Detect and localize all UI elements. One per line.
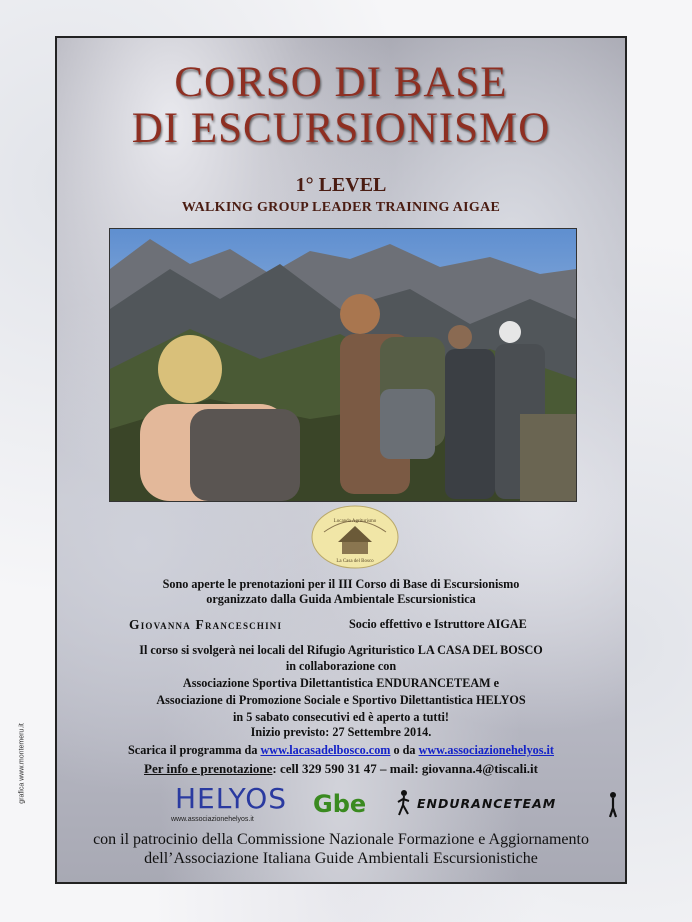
link-lacasadelbosco[interactable]: www.lacasadelbosco.com (260, 743, 391, 757)
graphic-credit: grafica www.montemeru.it (18, 723, 26, 804)
title-line-1: CORSO DI BASE (174, 59, 508, 106)
intro-line-1: Sono aperte le prenotazioni per il III Corso di Base di Escursionismo (162, 577, 520, 591)
walker-icon (607, 792, 619, 818)
svg-text:La Casa del Bosco: La Casa del Bosco (336, 559, 374, 564)
runner-icon (397, 790, 411, 816)
info-contacts: : cell 329 590 31 47 – mail: giovanna.4@tiscali.it (272, 761, 538, 776)
schedule-line: in 5 sabato consecutivi ed è aperto a tutti! (233, 710, 449, 724)
title-line-2: DI ESCURSIONISMO (131, 105, 551, 152)
helyos-logo: HELYOS (175, 782, 288, 815)
footer-line-2: dell’Associazione Italiana Guide Ambientali Escursionistiche (144, 850, 538, 867)
start-date: Inizio previsto: 27 Settembre 2014. (250, 725, 432, 739)
info-label: Per info e prenotazione (144, 761, 273, 776)
endurance-team-logo: ENDURANCETEAM (417, 796, 557, 811)
info-line (57, 761, 625, 776)
guide-name: Giovanna Franceschini (129, 617, 283, 632)
footer-line-1: con il patrocinio della Commissione Nazionale Formazione e Aggiornamento (93, 831, 589, 848)
download-line (57, 743, 625, 758)
download-prefix: Scarica il programma da (128, 743, 261, 757)
association-2: Associazione di Promozione Sociale e Sportivo Dilettantistica HELYOS (156, 693, 526, 707)
gbe-logo: Gbe (313, 790, 367, 818)
helyos-url: www.associazionehelyos.it (171, 816, 254, 823)
download-mid: o da (390, 743, 419, 757)
venue-line: Il corso si svolgerà nei locali del Rifugio Agrituristico LA CASA DEL BOSCO (139, 643, 543, 657)
course-level: 1° LEVEL (295, 174, 387, 196)
casa-del-bosco-logo (310, 504, 400, 570)
poster (55, 36, 627, 884)
svg-text:Locanda Agriturismo: Locanda Agriturismo (333, 519, 377, 524)
sponsor-logos (57, 782, 625, 832)
link-associazionehelyos[interactable]: www.associazionehelyos.it (418, 743, 554, 757)
collab-line: in collaborazione con (285, 659, 397, 673)
association-1: Associazione Sportiva Dilettantistica ENDURANCETEAM e (182, 676, 500, 690)
hikers-photo (109, 228, 577, 502)
intro-line-2: organizzato dalla Guida Ambientale Escursionistica (206, 592, 476, 606)
course-subtitle: WALKING GROUP LEADER TRAINING AIGAE (181, 200, 501, 215)
guide-role: Socio effettivo e Istruttore AIGAE (349, 617, 527, 631)
